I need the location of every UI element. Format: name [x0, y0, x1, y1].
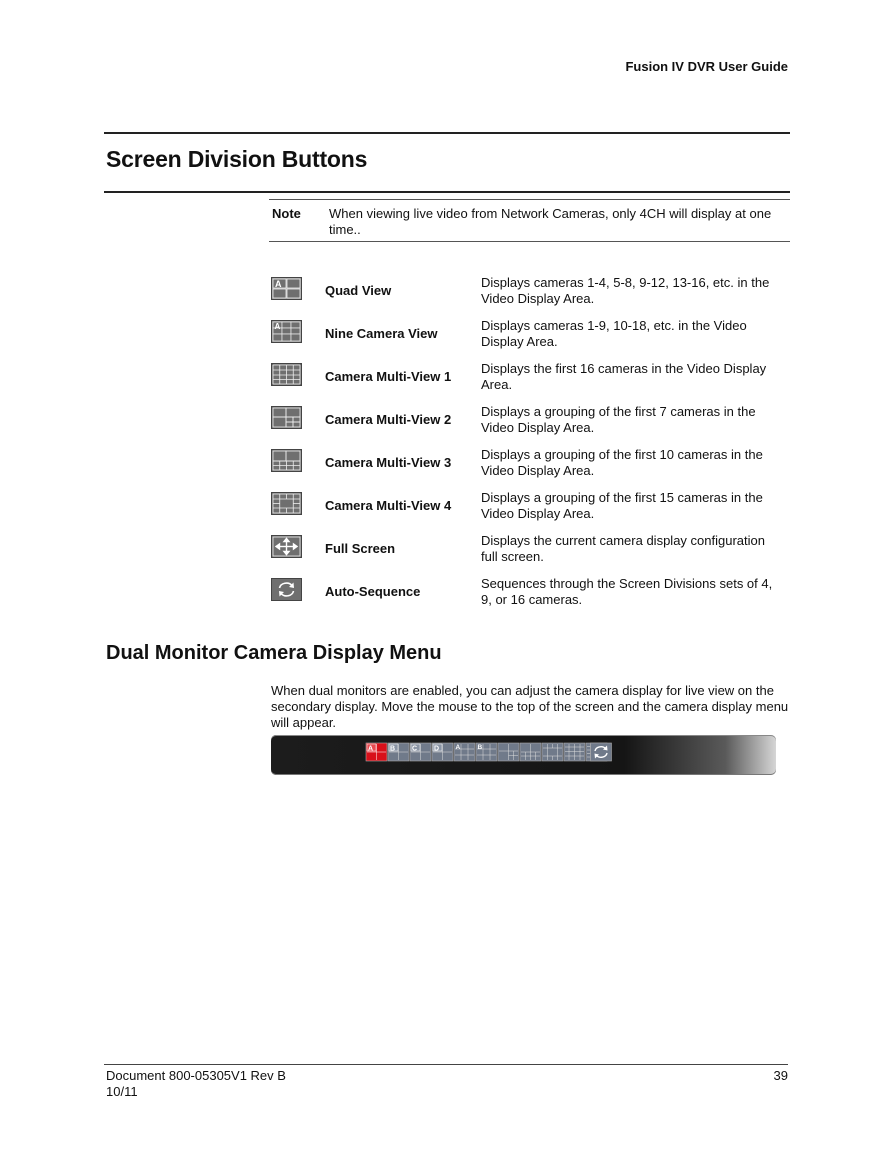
button-name: Camera Multi-View 3 [325, 455, 452, 470]
menu-button-d[interactable] [432, 743, 453, 761]
menu-button-b[interactable] [388, 743, 409, 761]
menu-button-multi-view-4[interactable] [542, 743, 563, 761]
footer-date: 10/11 [106, 1084, 138, 1099]
button-description: Displays cameras 1-9, 10-18, etc. in the Video Display Area. [481, 318, 747, 349]
button-description: Displays the first 16 cameras in the Video Display Area. [481, 361, 767, 392]
note-text: When viewing live video from Network Cameras, only 4CH will display at one time.. [329, 206, 772, 237]
button-description: Displays cameras 1-4, 5-8, 9-12, 13-16, etc. in the Video Display Area. [481, 275, 770, 306]
footer-document-info [106, 1068, 286, 1100]
button-name: Camera Multi-View 1 [325, 369, 452, 384]
camera-display-menu-bar [271, 735, 776, 775]
footer-doc-number: Document 800-05305V1 Rev B [106, 1068, 286, 1083]
section-rule [104, 191, 790, 193]
menu-button-multi-view-2[interactable] [498, 743, 519, 761]
button-row-auto-sequence [271, 573, 791, 613]
button-row-multi-view-4 [271, 487, 791, 527]
menu-button-multi-view-1[interactable] [564, 743, 585, 761]
menu-button-label: C [412, 745, 418, 753]
dual-monitor-title: Dual Monitor Camera Display Menu [106, 642, 442, 664]
menu-auto-sequence-icon[interactable] [589, 742, 613, 762]
auto-sequence-icon [271, 578, 302, 601]
button-description: Sequences through the Screen Divisions sets of 4, 9, or 16 cameras. [481, 576, 773, 607]
nine-camera-view-icon [271, 320, 302, 343]
button-description: Displays the current camera display configuration full screen. [481, 533, 765, 564]
menu-button-label: B [390, 745, 396, 753]
section-title: Screen Division Buttons [106, 146, 368, 172]
button-row-multi-view-1 [271, 358, 791, 398]
button-description: Displays a grouping of the first 15 cameras in the Video Display Area. [481, 490, 763, 521]
menu-button-label: D [434, 745, 440, 753]
button-row-multi-view-3 [271, 444, 791, 484]
button-description: Displays a grouping of the first 10 cameras in the Video Display Area. [481, 447, 763, 478]
multi-view-2-icon [271, 406, 302, 429]
menu-button-nine-b[interactable] [476, 743, 497, 761]
button-name: Camera Multi-View 2 [325, 412, 452, 427]
camera-display-menu-buttons [271, 735, 776, 775]
full-screen-icon [271, 535, 302, 558]
menu-button-label: A [368, 745, 374, 753]
note-box [269, 199, 790, 242]
menu-button-nine-a[interactable] [454, 743, 475, 761]
button-name: Camera Multi-View 4 [325, 498, 452, 513]
button-row-full-screen [271, 530, 791, 570]
button-description: Displays a grouping of the first 7 cameras in the Video Display Area. [481, 404, 756, 435]
button-row-quad-view [271, 272, 791, 312]
button-name: Full Screen [325, 541, 396, 556]
svg-text:A: A [275, 279, 282, 289]
dual-monitor-text: When dual monitors are enabled, you can adjust the camera display for live view on the secondary display. Move the mouse to the top of the screen and the camera display menu will appear. [271, 683, 789, 730]
page-number: 39 [773, 1068, 788, 1083]
button-row-nine-camera-view [271, 315, 791, 355]
menu-button-multi-view-3[interactable] [520, 743, 541, 761]
footer-rule [104, 1064, 788, 1065]
button-name: Nine Camera View [325, 326, 438, 341]
button-row-multi-view-2 [271, 401, 791, 441]
running-header: Fusion IV DVR User Guide [625, 59, 788, 74]
menu-button-label: A [455, 744, 461, 751]
menu-button-label: B [477, 744, 483, 751]
multi-view-1-icon [271, 363, 302, 386]
button-name: Quad View [325, 283, 392, 298]
note-label: Note [272, 206, 301, 221]
button-name: Auto-Sequence [325, 584, 421, 599]
multi-view-4-icon [271, 492, 302, 515]
menu-button-c[interactable] [410, 743, 431, 761]
header-rule [104, 132, 790, 134]
menu-button-a[interactable] [366, 743, 387, 761]
quad-view-icon [271, 277, 302, 300]
multi-view-3-icon [271, 449, 302, 472]
svg-text:A: A [274, 322, 281, 331]
